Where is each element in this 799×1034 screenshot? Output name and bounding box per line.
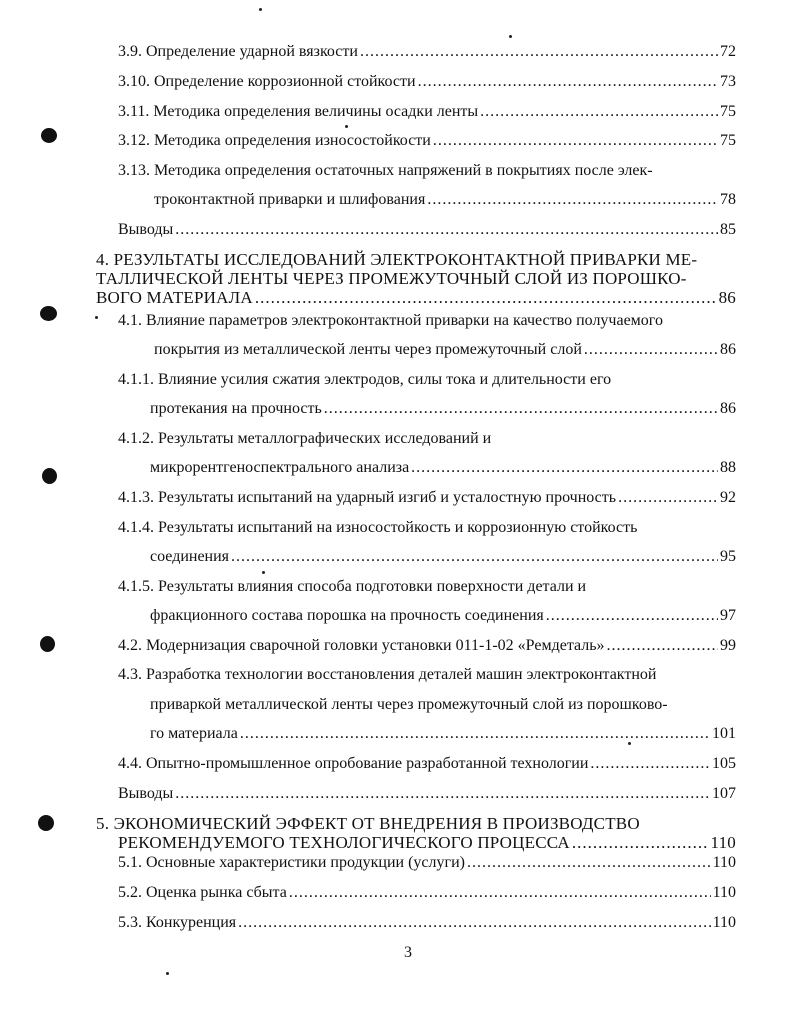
scan-speck [628, 742, 631, 745]
toc-entry-page: 107 [712, 785, 736, 802]
toc-entry-page: 86 [718, 288, 736, 307]
toc-entry-title: Выводы [118, 785, 174, 802]
page-number: 3 [404, 944, 412, 961]
toc-entry-page: 110 [712, 854, 736, 871]
toc-entry-page: 78 [720, 191, 736, 208]
toc-entry-title: покрытия из металлической ленты через промежуточный слой [154, 341, 582, 358]
toc-entry [118, 853, 736, 872]
toc-entry [150, 547, 736, 566]
toc-entry-page: 101 [712, 725, 736, 742]
punch-hole-mark [42, 468, 57, 484]
scan-speck [259, 8, 262, 11]
toc-entry-title: Выводы [118, 221, 174, 238]
toc-entry-title: 3.12. Методика определения износостойкости [118, 132, 431, 149]
toc-entry-title: ВОГО МАТЕРИАЛА [96, 288, 253, 307]
chapter-heading-line: 4. РЕЗУЛЬТАТЫ ИССЛЕДОВАНИЙ ЭЛЕКТРОКОНТАКТНОЙ ПРИВАРКИ МЕ- [96, 250, 698, 269]
chapter-heading-line: ТАЛЛИЧЕСКОЙ ЛЕНТЫ ЧЕРЕЗ ПРОМЕЖУТОЧНЫЙ СЛОЙ ИЗ ПОРОШКО- [96, 269, 687, 288]
toc-entry [118, 102, 736, 121]
toc-entry-page: 75 [720, 132, 736, 149]
punch-hole-mark [40, 306, 57, 321]
toc-entry [118, 131, 736, 150]
toc-entry-first-line: 4.1.4. Результаты испытаний на износостойкость и коррозионную стойкость [118, 519, 638, 536]
toc-entry [118, 754, 736, 773]
toc-entry-title: 4.2. Модернизация сварочной головки установки 011-1-02 «Ремдеталь» [118, 637, 605, 654]
toc-entry-page: 85 [720, 221, 736, 238]
toc-entry-title: 5.2. Оценка рынка сбыта [118, 884, 287, 901]
toc-entry [150, 399, 736, 418]
toc-entry [118, 220, 736, 239]
toc-entry-title: 4.4. Опытно-промышленное опробование разработанной технологии [118, 755, 589, 772]
scan-speck [95, 316, 98, 319]
toc-entry-title: фракционного состава порошка на прочность соединения [150, 607, 544, 624]
toc-entry-title: троконтактной приварки и шлифования [154, 191, 426, 208]
toc-entry-first-line: 4.1. Влияние параметров электроконтактной приварки на качество получаемого [118, 312, 663, 329]
punch-hole-mark [38, 815, 54, 831]
scan-speck [262, 571, 265, 574]
toc-entry-page: 99 [720, 637, 736, 654]
toc-entry [118, 784, 736, 803]
toc-entry [118, 883, 736, 902]
toc-entry-first-line: 4.1.5. Результаты влияния способа подготовки поверхности детали и [118, 578, 587, 595]
scan-speck [166, 972, 169, 975]
scan-speck [509, 35, 512, 38]
toc-entry-title: 5.3. Конкуренция [118, 914, 237, 931]
toc-entry-title: 4.1.3. Результаты испытаний на ударный изгиб и усталостную прочность [118, 489, 617, 506]
toc-entry-page: 72 [720, 43, 736, 60]
toc-entry [154, 340, 736, 359]
toc-entry-page: 75 [720, 103, 736, 120]
toc-entry-page: 95 [720, 548, 736, 565]
toc-entry-first-line: 3.13. Методика определения остаточных напряжений в покрытиях после элек- [118, 162, 653, 179]
toc-entry-page: 105 [712, 755, 736, 772]
toc-entry-middle-line: приваркой металлической ленты через промежуточный слой из порошково- [150, 696, 668, 713]
toc-entry-page: 110 [712, 914, 736, 931]
toc-entry-page: 92 [720, 489, 736, 506]
toc-entry-title: микрорентгеноспектрального анализа [150, 459, 410, 476]
toc-entry [154, 190, 736, 209]
toc-entry-first-line: 4.1.2. Результаты металлографических исследований и [118, 430, 492, 447]
toc-entry-title: соединения [150, 548, 230, 565]
toc-entry-title: 3.11. Методика определения величины осадки ленты [118, 103, 479, 120]
toc-entry-page: 88 [720, 459, 736, 476]
toc-entry-page: 86 [720, 400, 736, 417]
toc-entry [118, 833, 736, 852]
toc-entry-page: 97 [720, 607, 736, 624]
toc-entry-page: 110 [712, 884, 736, 901]
punch-hole-mark [40, 636, 55, 652]
toc-entry [118, 72, 736, 91]
toc-entry [150, 724, 736, 743]
toc-entry [118, 42, 736, 61]
toc-entry [118, 488, 736, 507]
toc-entry [96, 288, 736, 307]
toc-entry-title: 3.10. Определение коррозионной стойкости [118, 73, 416, 90]
scan-speck [345, 125, 348, 128]
toc-entry-first-line: 4.3. Разработка технологии восстановления деталей машин электроконтактной [118, 666, 657, 683]
toc-entry-page: 110 [710, 833, 736, 852]
toc-entry [118, 636, 736, 655]
toc-entry [118, 913, 736, 932]
toc-entry-title: РЕКОМЕНДУЕМОГО ТЕХНОЛОГИЧЕСКОГО ПРОЦЕССА [118, 833, 570, 852]
toc-entry-first-line: 4.1.1. Влияние усилия сжатия электродов, силы тока и длительности его [118, 371, 612, 388]
toc-entry [150, 606, 736, 625]
toc-entry-page: 73 [720, 73, 736, 90]
chapter-heading-line: 5. ЭКОНОМИЧЕСКИЙ ЭФФЕКТ ОТ ВНЕДРЕНИЯ В ПРОИЗВОДСТВО [96, 814, 640, 833]
toc-entry-title: протекания на прочность [150, 400, 322, 417]
punch-hole-mark [41, 128, 57, 143]
toc-entry-title: 5.1. Основные характеристики продукции (услуги) [118, 854, 465, 871]
toc-entry [150, 458, 736, 477]
toc-entry-title: 3.9. Определение ударной вязкости [118, 43, 358, 60]
toc-entry-title: го материала [150, 725, 238, 742]
toc-entry-page: 86 [720, 341, 736, 358]
